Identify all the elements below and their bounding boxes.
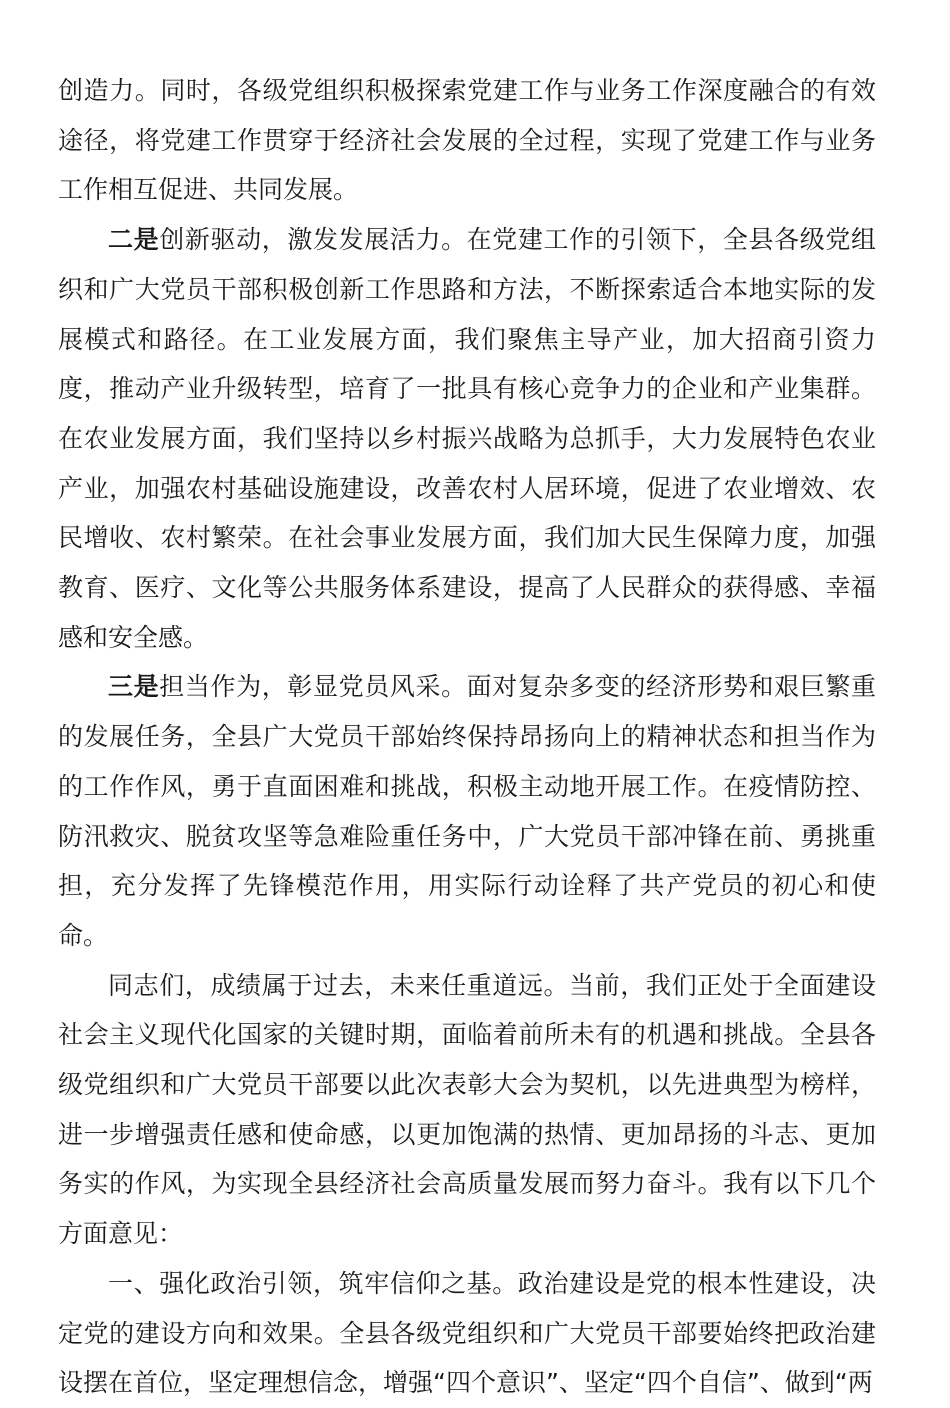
paragraph-text: 创造力。同时，各级党组织积极探索党建工作与业务工作深度融合的有效途径，将党建工作贯穿于经济社会发展的全过程，实现了党建工作与业务工作相互促进、共同发展。 [58,76,876,205]
paragraph-lead: 三是 [108,672,160,702]
document-page [58,66,876,1408]
paragraph-section-one [58,1259,876,1408]
paragraph-continuation [58,66,876,215]
paragraph-comrades [58,961,876,1259]
paragraph-text: 同志们，成绩属于过去，未来任重道远。当前，我们正处于全面建设社会主义现代化国家的关键时期，面临着前所未有的机遇和挑战。全县各级党组织和广大党员干部要以此次表彰大会为契机，以先进典型为榜样，进一步增强责任感和使命感，以更加饱满的热情、更加昂扬的斗志、更加务实的作风，为实现全县经济社会高质量发展而努力奋斗。我有以下几个方面意见： [58,970,876,1249]
paragraph-point-three [58,662,876,960]
paragraph-text: 一、强化政治引领，筑牢信仰之基。政治建设是党的根本性建设，决定党的建设方向和效果。全县各级党组织和广大党员干部要始终把政治建设摆在首位，坚定理想信念，增强“四个意识”、坚定“四个自信”、做到“两 [58,1268,876,1398]
paragraph-lead: 二是 [108,225,160,255]
paragraph-text: 创新驱动，激发发展活力。在党建工作的引领下，全县各级党组织和广大党员干部积极创新工作思路和方法，不断探索适合本地实际的发展模式和路径。在工业发展方面，我们聚焦主导产业，加大招商引资力度，推动产业升级转型，培育了一批具有核心竞争力的企业和产业集群。在农业发展方面，我们坚持以乡村振兴战略为总抓手，大力发展特色农业产业，加强农村基础设施建设，改善农村人居环境，促进了农业增效、农民增收、农村繁荣。在社会事业发展方面，我们加大民生保障力度，加强教育、医疗、文化等公共服务体系建设，提高了人民群众的获得感、幸福感和安全感。 [58,225,876,652]
paragraph-text: 担当作为，彰显党员风采。面对复杂多变的经济形势和艰巨繁重的发展任务，全县广大党员干部始终保持昂扬向上的精神状态和担当作为的工作作风，勇于直面困难和挑战，积极主动地开展工作。在疫情防控、防汛救灾、脱贫攻坚等急难险重任务中，广大党员干部冲锋在前、勇挑重担，充分发挥了先锋模范作用，用实际行动诠释了共产党员的初心和使命。 [58,672,876,950]
paragraph-point-two [58,215,876,662]
